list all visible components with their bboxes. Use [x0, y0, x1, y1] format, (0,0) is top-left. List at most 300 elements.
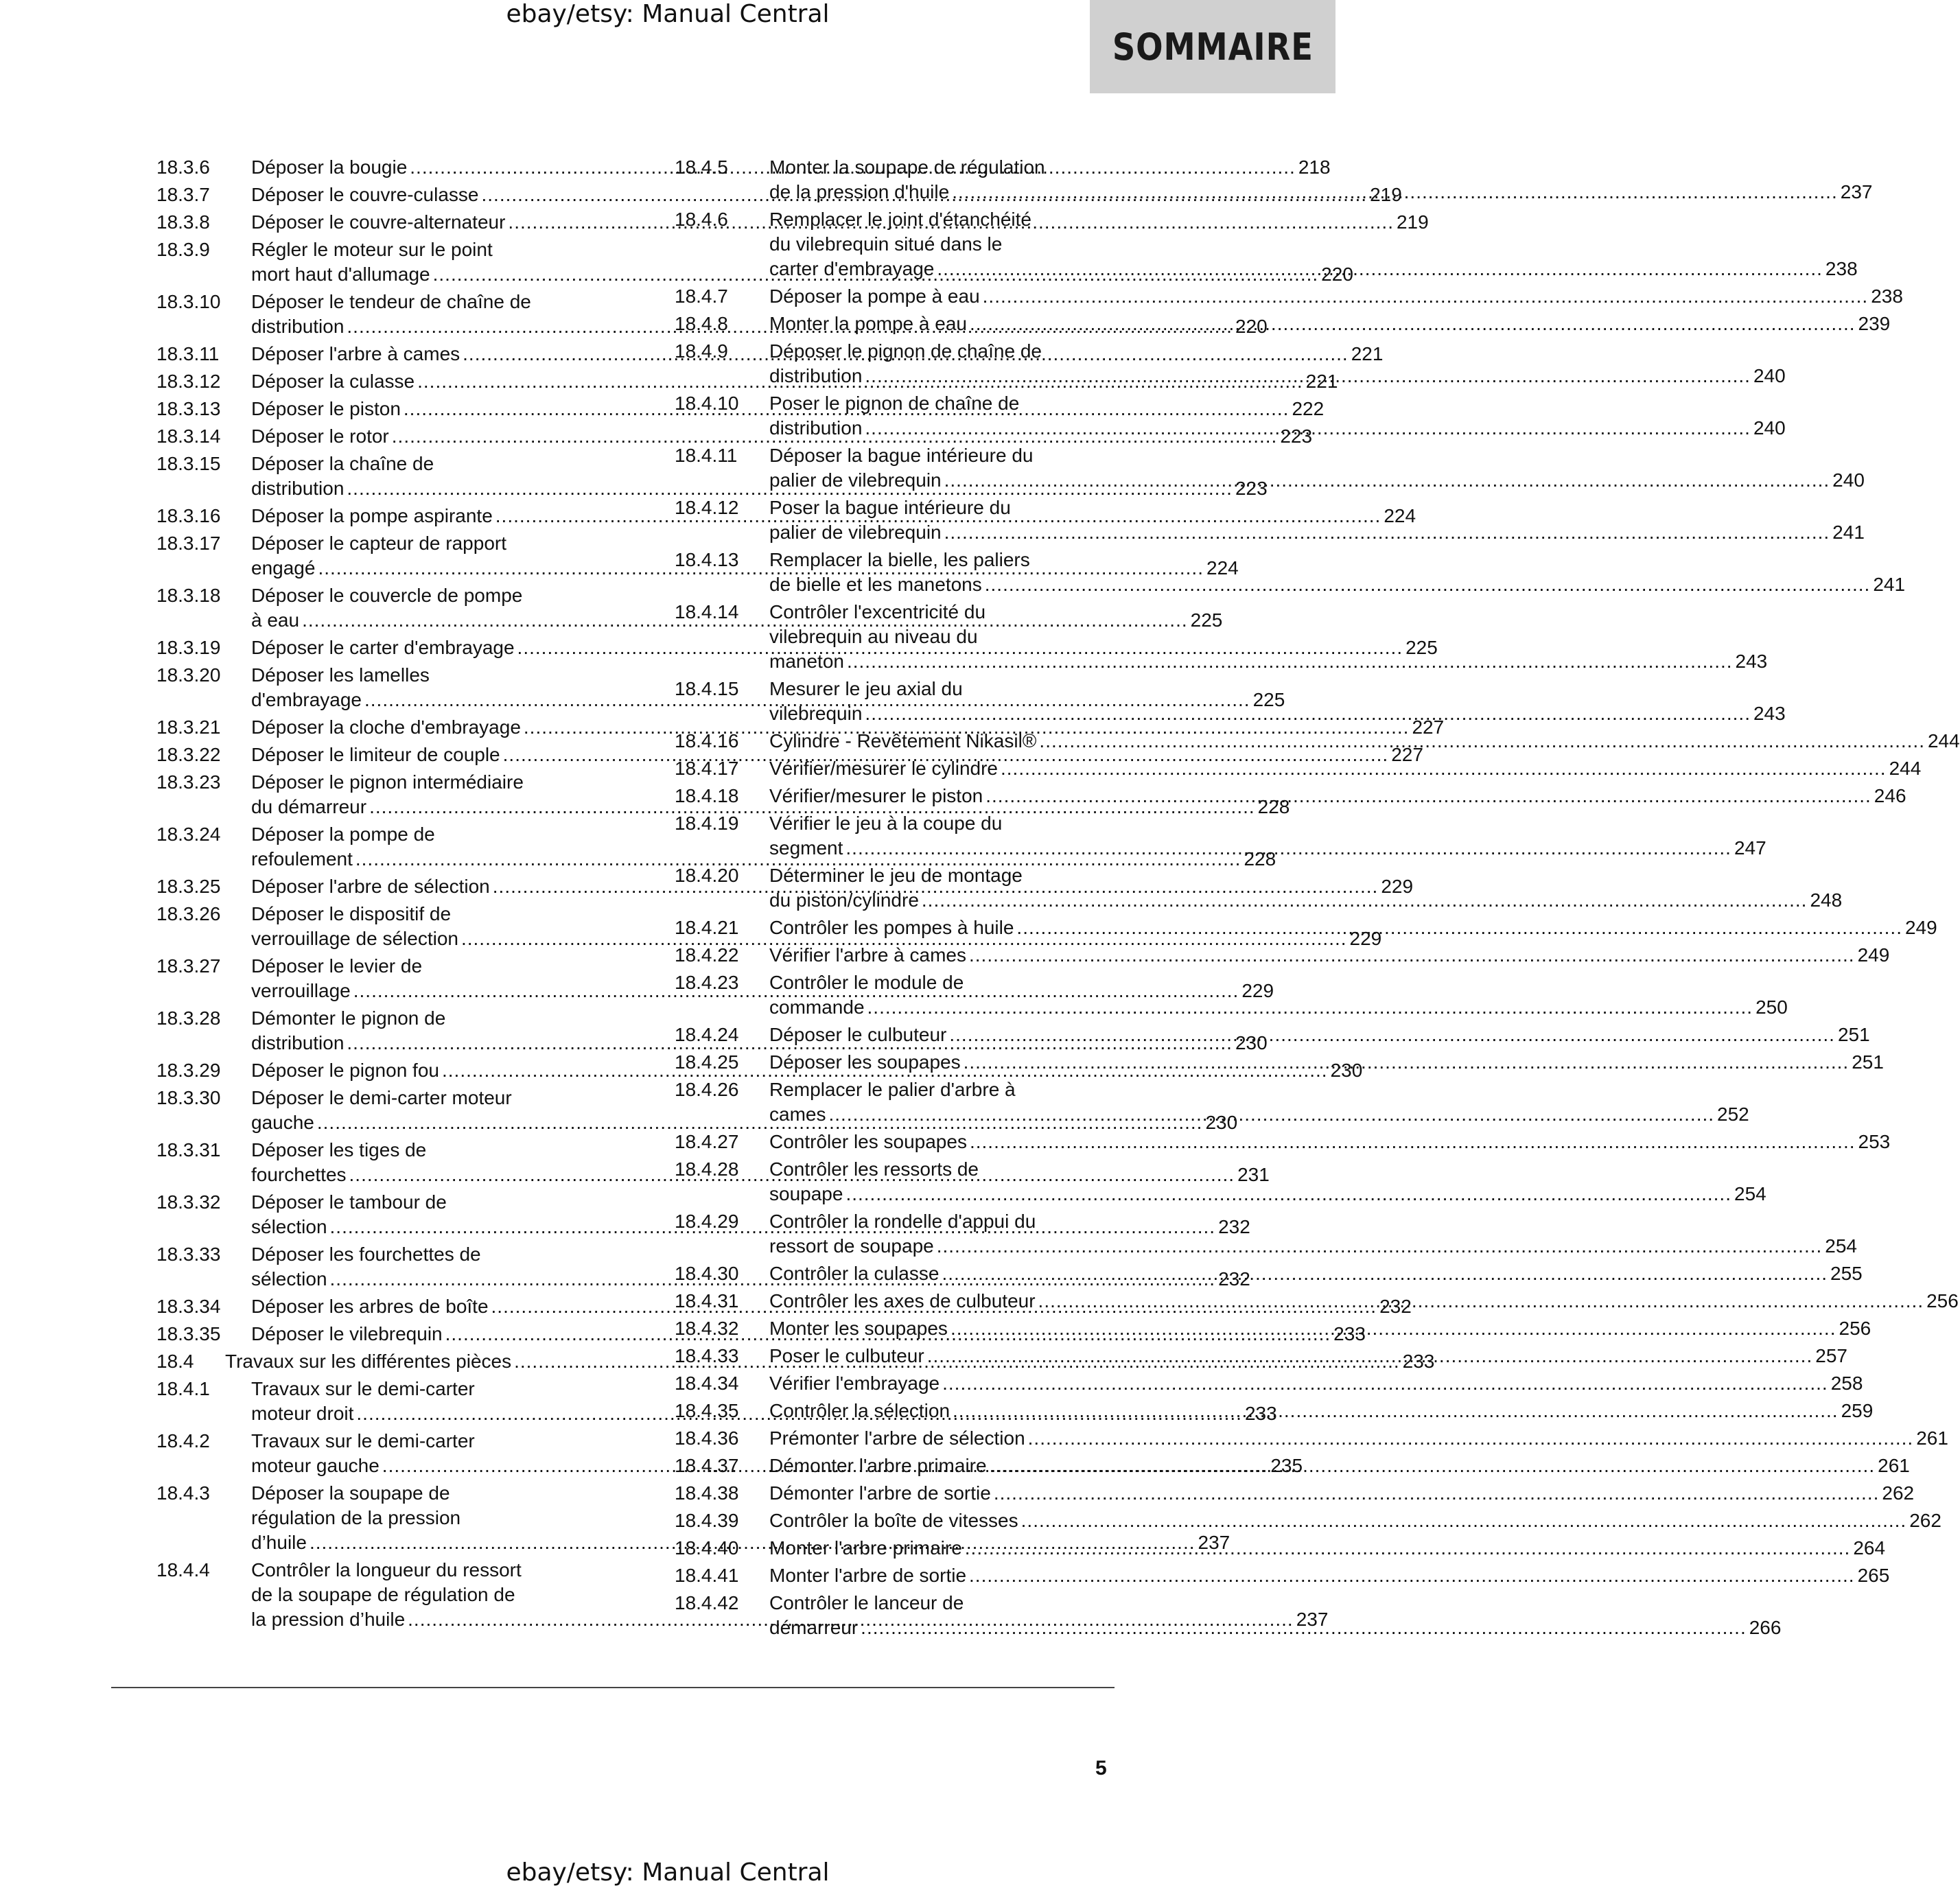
dot-leader	[937, 257, 1823, 281]
toc-entry-number: 18.4.2	[156, 1430, 210, 1451]
dot-leader	[845, 1182, 1731, 1206]
toc-entry-title-text: mort haut d'allumage	[251, 264, 430, 285]
toc-entry-page[interactable]: 262	[1909, 1510, 1941, 1531]
toc-entry-page[interactable]: 261	[1916, 1427, 1948, 1449]
dot-leader	[867, 995, 1753, 1020]
toc-entry-page[interactable]: 219	[1370, 184, 1402, 205]
toc-entry-title-text: vilebrequin	[769, 703, 863, 724]
toc-entry-title-text: démarreur	[769, 1617, 859, 1638]
dot-leader	[965, 1536, 1851, 1561]
toc-entry-title-text: Travaux sur les différentes pièces	[225, 1351, 512, 1372]
toc-entry-last-line	[769, 888, 1842, 913]
toc-entry-page[interactable]: 250	[1755, 996, 1788, 1018]
toc-entry-number: 18.3.12	[156, 371, 221, 392]
toc-entry-page[interactable]: 237	[1840, 181, 1873, 202]
dot-leader	[865, 364, 1751, 388]
toc-entry[interactable]	[675, 1426, 1948, 1451]
dot-leader	[953, 1399, 1839, 1423]
toc-entry-page[interactable]: 221	[1305, 371, 1338, 392]
toc-entry-page[interactable]: 231	[1237, 1164, 1270, 1185]
toc-entry-title-text: Monter la pompe à eau	[769, 313, 967, 334]
toc-entry[interactable]	[675, 1371, 1863, 1396]
toc-entry-title-text: ressort de soupape	[769, 1235, 934, 1257]
toc-entry-title-line: Déposer les lamelles	[251, 664, 430, 686]
toc-entry-number: 18.4.3	[156, 1482, 210, 1504]
toc-entry-page[interactable]: 229	[1349, 928, 1382, 949]
toc-entry-title	[769, 312, 1890, 336]
dot-leader	[990, 1454, 1876, 1478]
toc-entry-title-text: maneton	[769, 651, 844, 672]
toc-entry-title	[769, 1050, 1884, 1075]
toc-entry-page[interactable]: 254	[1734, 1183, 1766, 1204]
toc-entry-number: 18.4.25	[675, 1051, 739, 1073]
toc-entry-title-text: verrouillage de sélection	[251, 928, 458, 949]
toc-entry-title-text: Déposer la culasse	[251, 371, 415, 392]
toc-entry-number: 18.4.15	[675, 678, 739, 699]
dot-leader	[964, 1050, 1850, 1075]
toc-entry-title-text: Déposer les arbres de boîte	[251, 1296, 489, 1317]
toc-entry-title	[769, 1209, 1857, 1259]
toc-entry-page[interactable]: 230	[1330, 1060, 1363, 1081]
toc-entry-last-line	[769, 1130, 1890, 1154]
toc-entry-number: 18.4.21	[675, 917, 739, 938]
toc-entry-page[interactable]: 243	[1735, 651, 1768, 672]
toc-entry-number: 18.4.13	[675, 549, 739, 570]
toc-entry-page[interactable]: 257	[1815, 1345, 1847, 1366]
toc-entry-number: 18.4.41	[675, 1565, 739, 1586]
toc-entry-title-line: Déposer le capteur de rapport	[251, 533, 506, 554]
toc-entry-title	[769, 915, 1937, 940]
toc-entry-title	[769, 1023, 1870, 1047]
toc-entry-title-text: de la pression d'huile	[769, 181, 950, 202]
toc-entry-page[interactable]: 227	[1412, 716, 1445, 738]
toc-entry-title-text: refoulement	[251, 848, 353, 870]
toc-entry-page[interactable]: 223	[1235, 478, 1268, 499]
dot-leader	[970, 1130, 1856, 1154]
toc-entry[interactable]	[675, 729, 1960, 754]
toc-entry-title-line: Déposer le pignon intermédiaire	[251, 771, 524, 793]
toc-entry-title-text: Déposer le pignon fou	[251, 1060, 439, 1081]
toc-entry-last-line	[769, 572, 1905, 597]
toc-entry-title-line: Contrôler l'excentricité du	[769, 601, 986, 622]
toc-entry-last-line	[769, 784, 1906, 808]
toc-entry-number: 18.3.32	[156, 1191, 221, 1213]
toc-entry-title-line: Remplacer le joint d'étanchéité	[769, 209, 1032, 230]
toc-entry-title-text: Déposer la bougie	[251, 156, 408, 178]
toc-entry-page[interactable]: 246	[1874, 785, 1906, 806]
dot-leader	[983, 284, 1869, 309]
dot-leader	[937, 1234, 1823, 1259]
toc-entry-page[interactable]: 225	[1405, 637, 1438, 658]
toc-entry-page[interactable]: 239	[1858, 313, 1891, 334]
toc-entry-page[interactable]: 235	[1270, 1455, 1303, 1476]
toc-entry-number: 18.4.5	[675, 156, 728, 178]
toc-entry[interactable]	[675, 1130, 1891, 1154]
toc-entry-title-line: Déposer la chaîne de	[251, 453, 434, 474]
toc-entry-title-text: Monter l'arbre primaire	[769, 1537, 962, 1559]
toc-entry-number: 18.4.36	[675, 1427, 739, 1449]
toc-entry-page[interactable]: 221	[1351, 343, 1384, 364]
toc-entry-last-line	[769, 180, 1872, 205]
dot-leader	[828, 1102, 1714, 1127]
toc-entry-title-line: Déposer la soupape de	[251, 1482, 450, 1504]
toc-entry-title-text: Déposer le carter d'embrayage	[251, 637, 515, 658]
toc-entry-number: 18.4	[156, 1351, 194, 1372]
dot-leader	[865, 701, 1751, 726]
toc-entry-title-line: Remplacer la bielle, les paliers	[769, 549, 1030, 570]
toc-entry-page[interactable]: 230	[1235, 1032, 1268, 1053]
toc-entry-title	[769, 207, 1858, 281]
toc-entry-last-line	[769, 943, 1889, 968]
toc-entry-title-text: la pression d’huile	[251, 1609, 406, 1630]
toc-entry[interactable]	[675, 756, 1922, 781]
toc-entry-page[interactable]: 261	[1878, 1455, 1910, 1476]
toc-entry-title-text: verrouillage	[251, 980, 351, 1001]
toc-entry-number: 18.4.17	[675, 758, 739, 779]
toc-entry-page[interactable]: 232	[1218, 1216, 1250, 1237]
toc-entry-title-text: Contrôler les pompes à huile	[769, 917, 1014, 938]
toc-entry-page[interactable]: 229	[1381, 876, 1414, 897]
toc-entry-last-line	[769, 257, 1858, 281]
toc-entry-title-text: Déposer la cloche d'embrayage	[251, 716, 521, 738]
toc-entry-page[interactable]: 233	[1402, 1351, 1435, 1372]
toc-entry-title-text: Déposer le vilebrequin	[251, 1323, 443, 1344]
toc-entry-page[interactable]: 224	[1384, 505, 1416, 526]
toc-entry-title-text: commande	[769, 996, 865, 1018]
toc-entry-title-text: Déposer le culbuteur	[769, 1024, 947, 1045]
toc-entry-page[interactable]: 244	[1927, 730, 1960, 751]
toc-entry-title	[769, 1077, 1749, 1127]
toc-entry-page[interactable]: 223	[1280, 425, 1313, 447]
toc-entry-number: 18.3.22	[156, 744, 221, 765]
toc-entry-title-text: Vérifier/mesurer le piston	[769, 785, 983, 806]
toc-entry-title-text: du démarreur	[251, 796, 367, 817]
toc-entry-last-line	[769, 1182, 1766, 1206]
toc-entry-title-text: Démonter l'arbre de sortie	[769, 1482, 991, 1504]
toc-entry-page[interactable]: 229	[1241, 980, 1274, 1001]
toc-entry-page[interactable]: 227	[1391, 744, 1423, 765]
toc-entry-page[interactable]: 265	[1857, 1565, 1890, 1586]
toc-entry-title	[769, 1563, 1889, 1588]
toc-entry-page[interactable]: 258	[1830, 1373, 1863, 1394]
toc-entry-title	[769, 943, 1889, 968]
toc-entry-page[interactable]: 249	[1904, 917, 1937, 938]
toc-entry-number: 18.3.29	[156, 1060, 221, 1081]
toc-entry-number: 18.4.31	[675, 1290, 739, 1311]
toc-entry-title	[769, 548, 1905, 597]
toc-entry-number: 18.4.14	[675, 601, 739, 622]
toc-entry-page[interactable]: 232	[1218, 1268, 1250, 1290]
toc-entry-page[interactable]: 237	[1198, 1532, 1230, 1553]
dot-leader	[969, 1563, 1855, 1588]
toc-entry-title-line: Monter la soupape de régulation	[769, 156, 1045, 178]
toc-entry-page[interactable]: 219	[1396, 211, 1429, 233]
toc-entry-title-text: distribution	[769, 417, 863, 439]
toc-entry-number: 18.3.8	[156, 211, 210, 233]
toc-entry-title-line: Déposer le pignon de chaîne de	[769, 340, 1042, 362]
toc-entry-last-line	[769, 1316, 1871, 1341]
toc-entry-number: 18.4.1	[156, 1378, 210, 1399]
toc-entry-page[interactable]: 240	[1832, 469, 1865, 491]
toc-entry-number: 18.4.39	[675, 1510, 739, 1531]
toc-entry-title	[769, 1536, 1885, 1561]
toc-entry-title	[769, 1454, 1910, 1478]
toc-entry-page[interactable]: 241	[1873, 574, 1906, 595]
dot-leader	[942, 1261, 1828, 1286]
dot-leader	[985, 784, 1871, 808]
toc-entry[interactable]	[675, 943, 1890, 968]
toc-entry-title-line: Contrôler la longueur du ressort	[251, 1559, 522, 1580]
dot-leader	[985, 572, 1871, 597]
toc-entry-page[interactable]: 238	[1871, 285, 1903, 307]
toc-entry-title	[769, 1481, 1914, 1506]
toc-entry-number: 18.4.9	[675, 340, 728, 362]
toc-entry-page[interactable]: 256	[1839, 1318, 1871, 1339]
toc-entry-page[interactable]: 254	[1825, 1235, 1857, 1257]
toc-entry-number: 18.4.4	[156, 1559, 210, 1580]
toc-entry-number: 18.4.23	[675, 972, 739, 993]
toc-entry-last-line	[769, 1615, 1781, 1640]
toc-entry-number: 18.4.32	[675, 1318, 739, 1339]
toc-entry-page[interactable]: 225	[1190, 609, 1223, 631]
toc-entry-last-line	[769, 1371, 1863, 1396]
toc-entry-last-line	[769, 468, 1865, 493]
toc-entry-page[interactable]: 218	[1298, 156, 1331, 178]
dot-leader	[865, 416, 1751, 441]
toc-entry-title	[769, 756, 1921, 781]
toc-entry-last-line	[769, 1563, 1889, 1588]
toc-entry-title	[769, 1344, 1847, 1368]
toc-entry-title-line: Déposer le demi-carter moteur	[251, 1087, 512, 1108]
dot-leader	[942, 1371, 1828, 1396]
toc-entry-last-line	[769, 1454, 1910, 1478]
toc-entry-title-text: Déposer les soupapes	[769, 1051, 961, 1073]
toc-entry[interactable]	[675, 1563, 1890, 1588]
toc-entry-number: 18.4.38	[675, 1482, 739, 1504]
toc-entry-number: 18.3.11	[156, 343, 220, 364]
toc-entry-title-text: d’huile	[251, 1532, 307, 1553]
toc-entry-title-line: Contrôler le lanceur de	[769, 1592, 964, 1613]
toc-entry-page[interactable]: 243	[1753, 703, 1786, 724]
toc-entry-title	[769, 1426, 1948, 1451]
toc-entry-title-text: de bielle et les manetons	[769, 574, 982, 595]
toc-entry-title-line: vilebrequin au niveau du	[769, 626, 978, 647]
toc-entry-title	[769, 600, 1767, 674]
toc-entry-title-text: Contrôler la culasse	[769, 1263, 940, 1284]
toc-entry[interactable]	[156, 743, 1423, 767]
toc-entry-title-text: Déposer le rotor	[251, 425, 389, 447]
toc-entry-page[interactable]: 225	[1252, 689, 1285, 710]
toc-entry-number: 18.3.16	[156, 505, 221, 526]
toc-entry-number: 18.3.26	[156, 903, 221, 924]
toc-entry-title	[769, 339, 1786, 388]
toc-entry-title-line: Déposer le couvercle de pompe	[251, 585, 523, 606]
dot-leader	[944, 520, 1830, 545]
toc-entry-number: 18.3.6	[156, 156, 210, 178]
toc-entry[interactable]	[675, 284, 1903, 309]
section-title: SOMMAIRE	[1112, 25, 1314, 69]
toc-entry-page[interactable]: 240	[1753, 417, 1786, 439]
toc-entry-title-line: Déterminer le jeu de montage	[769, 865, 1023, 886]
toc-entry-title-text: Prémonter l'arbre de sélection	[769, 1427, 1025, 1449]
toc-entry-last-line	[769, 649, 1767, 674]
toc-entry-page[interactable]: 252	[1717, 1104, 1749, 1125]
toc-entry-page[interactable]: 247	[1734, 837, 1766, 859]
toc-entry-number: 18.3.34	[156, 1296, 221, 1317]
toc-entry-page[interactable]: 233	[1333, 1323, 1366, 1344]
toc-entry-title-text: Vérifier l'embrayage	[769, 1373, 940, 1394]
toc-entry-title-line: Remplacer le palier d'arbre à	[769, 1079, 1016, 1100]
toc-entry-page[interactable]: 232	[1379, 1296, 1412, 1317]
toc-entry-number: 18.3.15	[156, 453, 221, 474]
toc-entry-number: 18.4.37	[675, 1455, 739, 1476]
toc-entry-number: 18.4.30	[675, 1263, 739, 1284]
dot-leader	[927, 1344, 1813, 1368]
toc-entry-page[interactable]: 256	[1926, 1290, 1959, 1311]
toc-entry-page[interactable]: 264	[1853, 1537, 1886, 1559]
toc-entry-number: 18.4.27	[675, 1131, 739, 1152]
dot-leader	[1021, 1508, 1907, 1533]
toc-entry-number: 18.3.7	[156, 184, 210, 205]
toc-entry-page[interactable]: 228	[1257, 796, 1290, 817]
toc-entry-title-text: Monter les soupapes	[769, 1318, 948, 1339]
toc-entry-number: 18.4.24	[675, 1024, 739, 1045]
toc-entry-last-line	[769, 1289, 1959, 1314]
toc-entry-last-line	[769, 1102, 1749, 1127]
toc-entry-page[interactable]: 255	[1830, 1263, 1863, 1284]
dot-leader	[970, 312, 1856, 336]
toc-entry-title	[769, 1508, 1941, 1533]
toc-entry-page[interactable]: 228	[1244, 848, 1276, 870]
toc-entry-title-line: Contrôler la rondelle d'appui du	[769, 1211, 1036, 1232]
toc-entry-number: 18.4.26	[675, 1079, 739, 1100]
toc-entry-page[interactable]: 249	[1857, 944, 1890, 966]
toc-entry-title	[769, 784, 1906, 808]
footer-divider	[111, 1687, 1115, 1688]
toc-entry-page[interactable]: 224	[1206, 557, 1239, 579]
top-watermark: ebay/etsy: Manual Central	[506, 0, 830, 28]
toc-entry-title-line: Poser le pignon de chaîne de	[769, 393, 1020, 414]
toc-entry-number: 18.4.28	[675, 1158, 739, 1180]
toc-entry-title-line: Déposer le tambour de	[251, 1191, 447, 1213]
toc-entry-title-text: Déposer le limiteur de couple	[251, 744, 500, 765]
toc-entry-page[interactable]: 248	[1810, 889, 1843, 911]
toc-entry-last-line	[769, 1344, 1847, 1368]
toc-entry-page[interactable]: 222	[1292, 398, 1325, 419]
toc-entry-title-text: Vérifier/mesurer le cylindre	[769, 758, 998, 779]
toc-entry[interactable]	[675, 1508, 1941, 1533]
toc-entry-last-line	[769, 915, 1937, 940]
toc-entry-number: 18.3.14	[156, 425, 221, 447]
toc-entry-number: 18.3.23	[156, 771, 221, 793]
toc-entry-title-line: Démonter le pignon de	[251, 1007, 446, 1029]
dot-leader	[922, 888, 1808, 913]
toc-entry-page[interactable]: 259	[1841, 1400, 1874, 1421]
toc-entry-number: 18.3.33	[156, 1244, 221, 1265]
toc-entry-number: 18.3.25	[156, 876, 221, 897]
section-banner	[1090, 0, 1335, 93]
toc-entry-title	[769, 863, 1842, 913]
toc-entry-number: 18.4.7	[675, 285, 728, 307]
toc-entry-title-text: carter d'embrayage	[769, 258, 935, 279]
toc-entry-title	[769, 970, 1788, 1020]
toc-entry-title-line: Déposer la pompe de	[251, 824, 435, 845]
toc-entry-page[interactable]: 241	[1832, 522, 1865, 543]
toc-entry-number: 18.3.19	[156, 637, 221, 658]
toc-entry-title	[769, 1399, 1873, 1423]
toc-entry-title-line: Mesurer le jeu axial du	[769, 678, 963, 699]
toc-entry-page[interactable]: 251	[1837, 1024, 1870, 1045]
toc-entry-title-line: Contrôler le module de	[769, 972, 964, 993]
toc-entry-page[interactable]: 237	[1296, 1609, 1329, 1630]
toc-entry-page[interactable]: 240	[1753, 365, 1786, 386]
toc-entry-title-text: Contrôler la sélection	[769, 1400, 950, 1421]
toc-entry-title-line: de la soupape de régulation de	[251, 1584, 515, 1605]
dot-leader	[994, 1481, 1880, 1506]
toc-entry-page[interactable]: 238	[1825, 258, 1858, 279]
toc-entry-last-line	[769, 1481, 1914, 1506]
toc-entry-number: 18.4.10	[675, 393, 739, 414]
toc-entry-page[interactable]: 220	[1321, 264, 1353, 285]
toc-entry-number: 18.3.21	[156, 716, 221, 738]
toc-entry-last-line	[769, 1536, 1885, 1561]
toc-entry-page[interactable]: 253	[1858, 1131, 1891, 1152]
toc-entry-title	[769, 391, 1786, 441]
dot-leader	[969, 943, 1855, 968]
toc-entry-last-line	[769, 756, 1921, 781]
toc-entry-title	[769, 1289, 1959, 1314]
toc-entry-page[interactable]: 262	[1882, 1482, 1915, 1504]
toc-entry-number: 18.3.13	[156, 398, 221, 419]
toc-entry-title-text: Déposer l'arbre de sélection	[251, 876, 490, 897]
toc-entry-number: 18.4.19	[675, 813, 739, 834]
toc-entry-title-line: Vérifier le jeu à la coupe du	[769, 813, 1003, 834]
toc-entry-last-line	[769, 1261, 1863, 1286]
dot-leader	[861, 1615, 1747, 1640]
bottom-watermark: ebay/etsy: Manual Central	[506, 1858, 830, 1887]
toc-entry-page[interactable]: 233	[1244, 1403, 1277, 1424]
toc-entry-title-line: Déposer les fourchettes de	[251, 1244, 481, 1265]
toc-entry-title	[769, 677, 1786, 726]
toc-entry-title-text: Poser le culbuteur	[769, 1345, 924, 1366]
toc-entry-page[interactable]: 266	[1749, 1617, 1782, 1638]
toc-entry-title-text: Démonter l'arbre primaire	[769, 1455, 987, 1476]
toc-entry[interactable]	[675, 1481, 1915, 1506]
toc-entry-title	[769, 1157, 1766, 1206]
page-number: 5	[1095, 1757, 1107, 1780]
dot-leader	[1001, 756, 1887, 781]
toc-entry-page[interactable]: 230	[1205, 1112, 1238, 1133]
toc-entry-title-text: distribution	[251, 316, 345, 337]
toc-entry-last-line	[769, 1399, 1873, 1423]
toc-entry[interactable]	[156, 715, 1445, 740]
toc-entry-title-line: Déposer le levier de	[251, 955, 423, 977]
toc-entry-number: 18.4.35	[675, 1400, 739, 1421]
toc-entry-title-line: Régler le moteur sur le point	[251, 239, 493, 260]
toc-entry-page[interactable]: 220	[1235, 316, 1268, 337]
toc-entry-title-line: Déposer la bague intérieure du	[769, 445, 1034, 466]
toc-entry-title-text: distribution	[251, 478, 345, 499]
toc-entry-title-text: d'embrayage	[251, 689, 362, 710]
toc-entry-title	[769, 1591, 1781, 1640]
toc-entry-title-line: Travaux sur le demi-carter	[251, 1430, 475, 1451]
toc-entry-title-text: Monter l'arbre de sortie	[769, 1565, 967, 1586]
toc-entry-page[interactable]: 244	[1889, 758, 1922, 779]
toc-entry-title-text: Contrôler la boîte de vitesses	[769, 1510, 1018, 1531]
toc-entry-title-line: Poser la bague intérieure du	[769, 497, 1011, 518]
toc-entry-number: 18.3.9	[156, 239, 210, 260]
toc-entry-page[interactable]: 251	[1852, 1051, 1884, 1073]
